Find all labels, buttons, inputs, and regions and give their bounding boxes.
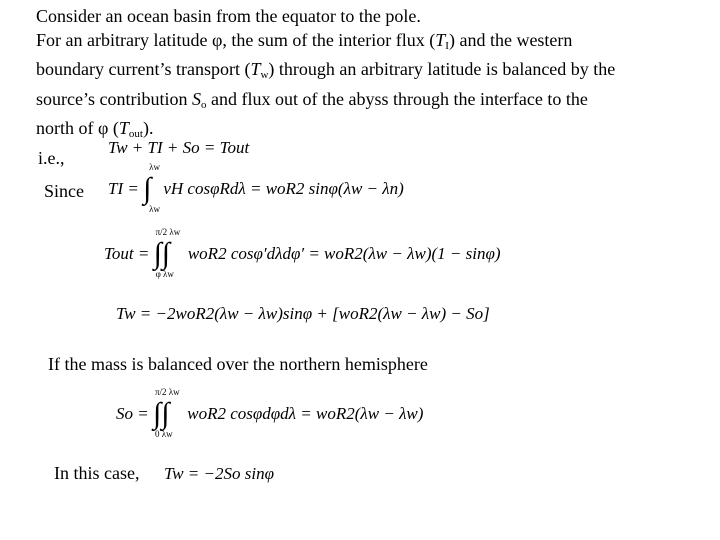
balance-equation: Tw + TI + So = Tout [108,138,250,157]
source-equation: So = π/2 λw ∫∫ 0 λw woR2 cosφdφdλ = woR2(λw − λw) [116,387,424,439]
double-integral-sign: π/2 λw ∫∫ 0 λw [152,387,180,439]
intro-ie: i.e., [38,147,65,168]
outflow-equation: Tout = π/2 λw ∫∫ φ λw woR2 cosφ′dλdφ′ = woR2(λw − λw)(1 − sinφ) [104,227,501,279]
mass-balance-label: If the mass is balanced over the northern hemisphere [48,354,428,374]
intro-line-1: Consider an ocean basin from the equator to the pole. [36,6,421,26]
integral-sign: λw ∫ λw [143,162,160,214]
intro-line-4: source’s contribution $S_o$ and flux out of the abyss through the interface to the [36,88,588,111]
intro-line-2: For an arbitrary latitude φ, the sum of the interior flux $(T_I)$ and the western [36,29,573,52]
interior-flux-equation: TI = λw ∫ λw vH cosφRdλ = woR2 sinφ(λw − λn) [108,162,404,214]
final-equation: Tw = −2So sinφ [164,464,274,483]
double-integral-sign: π/2 λw ∫∫ φ λw [153,227,181,279]
western-boundary-equation: Tw = −2woR2(λw − λw)sinφ + [woR2(λw − λw) − So] [116,304,490,323]
intro-line-5: north of φ $(T_{out})$. [36,118,154,140]
intro-line-3: boundary current’s transport $(T_w)$ through an arbitrary latitude is balanced by the [36,59,616,81]
in-this-case-label: In this case, [54,463,140,483]
since-label: Since [44,181,84,201]
